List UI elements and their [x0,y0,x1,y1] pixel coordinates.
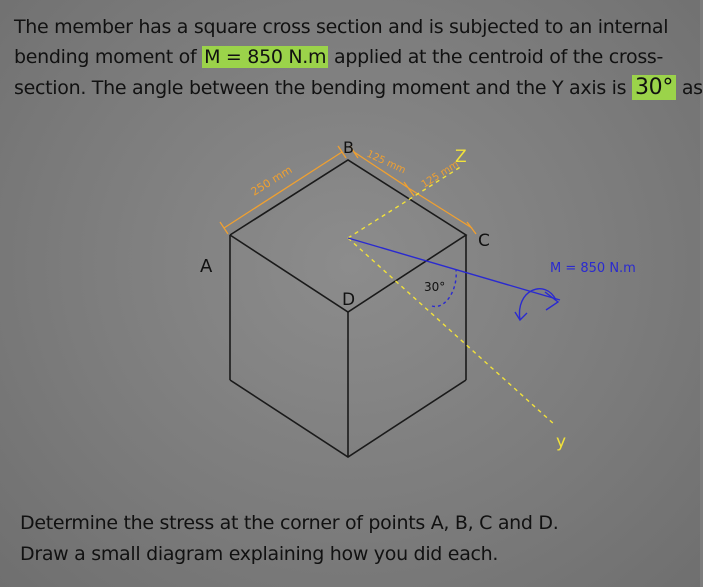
dim-tick-c [467,222,476,234]
moment-label: M = 850 N.m [550,261,636,276]
dim-line-125-side [410,189,472,228]
dim-line-250 [224,152,342,228]
label-a: A [200,256,213,277]
label-y: y [556,432,567,452]
label-d: D [342,290,356,310]
moment-arrowhead-1 [515,312,527,320]
y-axis [348,238,555,425]
problem-text-1: The member has a square cross section and is subjected to an internal [14,16,669,38]
moment-vector [348,238,560,320]
angle-value-highlight: 30° [632,75,676,100]
problem-text-2b: applied at the centroid of the cross- [328,46,664,68]
question-line-2 [20,541,498,567]
dim-tick-a [220,222,228,234]
dim-label-250: 250 mm [248,163,295,199]
label-z: Z [455,147,467,167]
question-text-1: Determine the stress at the corner of points A, B, C and D. [20,512,559,534]
problem-text-2a: bending moment of [14,46,203,68]
angle-label: 30° [424,280,446,294]
moment-arrowhead-2 [545,292,558,310]
question-line-1 [20,510,558,536]
axes [348,166,555,425]
dim-label-125-side: 125 mm [419,159,461,191]
dim-label-125-top: 125 mm [364,148,408,177]
dim-tick-mid [404,182,414,196]
problem-text-3a: section. The angle between the bending moment and the Y axis is [14,77,632,99]
question-text-2: Draw a small diagram explaining how you did each. [20,543,499,565]
problem-text-3b: as [676,77,703,99]
label-b: B [343,138,354,157]
moment-value-highlight: M = 850 N.m [204,46,327,68]
label-c: C [478,231,490,251]
